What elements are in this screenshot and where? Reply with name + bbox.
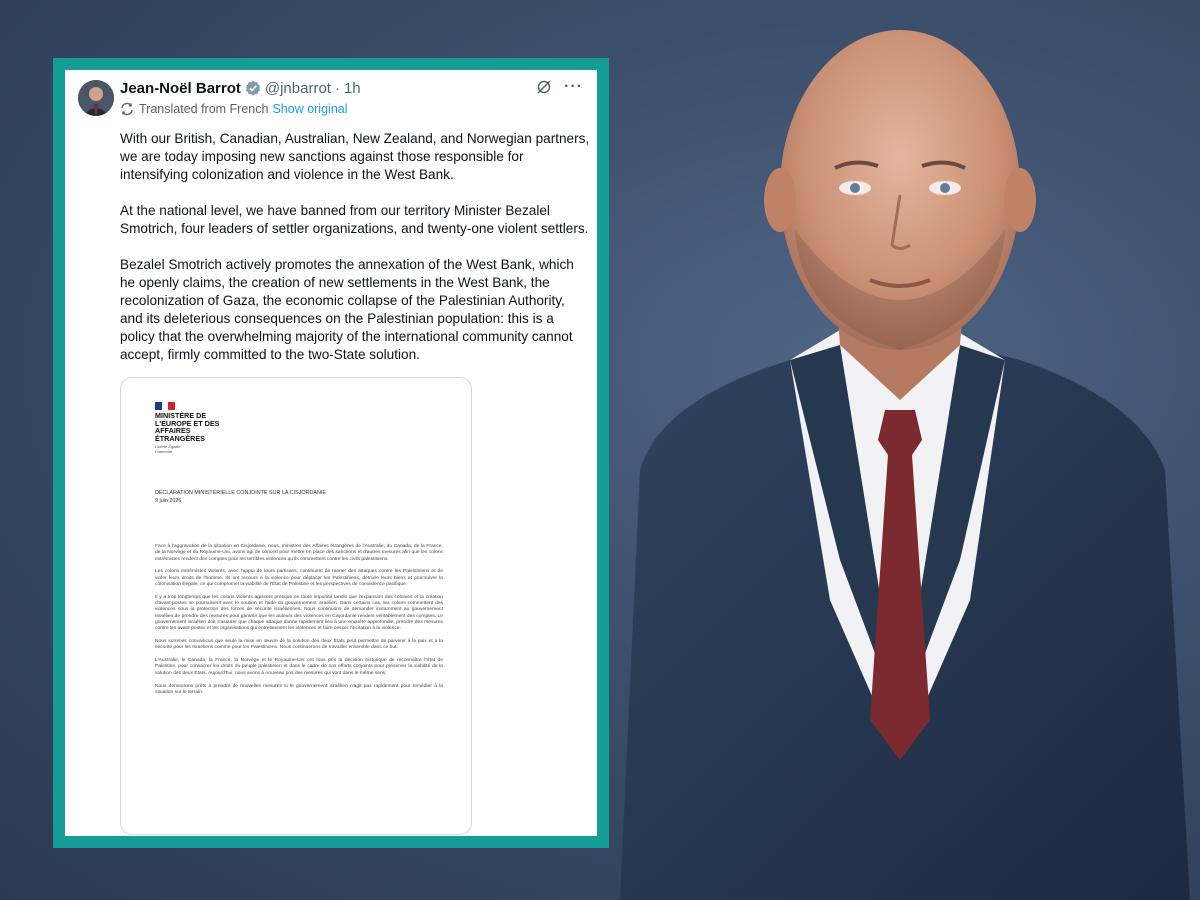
ministry-name: MINISTÈRE DE L'EUROPE ET DES AFFAIRES ÉTRANGÈRES — [155, 411, 220, 443]
document-paragraph: Nous sommes convaincus que seule la mise en œuvre de la solution des deux États peut permettre de parvenir à la paix et à la sécurité pour les Israéliens comme pour les Palestiniens. Nous continuerons de travailler ensemble dans ce but. — [155, 639, 443, 651]
document-date: 9 juin 2026 — [155, 498, 182, 504]
ministry-logo — [155, 402, 235, 455]
ministry-motto: Liberté Égalité Fraternité — [155, 444, 181, 454]
avatar[interactable] — [78, 80, 114, 116]
tweet-card — [65, 70, 597, 836]
tweet-header — [78, 78, 583, 122]
tweet-text — [120, 130, 590, 364]
author-name[interactable]: Jean-Noël Barrot — [120, 79, 241, 97]
attached-document-image[interactable] — [120, 377, 472, 835]
translated-label: Translated from French — [139, 102, 269, 116]
more-icon[interactable]: ··· — [564, 78, 583, 95]
verified-badge-icon — [245, 80, 261, 96]
tweet-time[interactable]: 1h — [343, 79, 361, 97]
document-title: DÉCLARATION MINISTÉRIELLE CONJOINTE SUR LA CISJORDANIE — [155, 490, 326, 496]
french-flag-icon — [155, 402, 175, 410]
document-paragraph: Face à l'aggravation de la situation en Cisjordanie, nous, ministres des Affaires étrangères de l'Australie, du Canada, de la France, de la Norvège et du Royaume-Uni, avons agi de concert pour mettre en place des sanctions et d'autres mesures afin que les colons extrémistes rendent des comptes pour les terribles violences qu'ils commettent contre les civils palestiniens. — [155, 544, 443, 562]
show-original-link[interactable]: Show original — [272, 102, 348, 116]
grok-icon[interactable] — [536, 79, 552, 95]
document-paragraph: Il y a trop longtemps que les colons violents agissent presque en toute impunité tandis que l'expansion des colonies et la création d'avant-postes se poursuivent avec le soutien et l'aide du gouvernement israélien. Dans certains cas, les colons commettent des violences sous la protection des forces de sécurité israéliennes. Nous continuons de demander instamment au gouvernement israélien de prendre des mesures pour garantir que les auteurs des violences en Cisjordanie rendent véritablement des comptes. Le gouvernement israélien doit s'assurer que chaque attaque donne rapidement lieu à une enquête approfondie, prendre des mesures contre les avant-postes et les organisations qui entretiennent les violences et faire cesser l'incitation à la violence. — [155, 594, 443, 632]
author-handle[interactable]: @jnbarrot — [264, 79, 331, 97]
portrait-photo — [600, 0, 1200, 900]
document-paragraph: Les colons extrémistes violents, avec l'appui de leurs partisans, continuent de mener des attaques contre les Palestiniens et de violer leurs droits de l'homme. Ils ont recours à la violence pour déplacer les Palestiniens, détruire leurs biens et poursuivre la colonisation illégale, ce qui compromet la viabilité de l'État de Palestine et les perspectives de coexistence pacifique. — [155, 569, 443, 587]
separator-dot: · — [334, 79, 340, 97]
translate-icon — [120, 102, 134, 116]
document-paragraph: L'Australie, le Canada, la France, la Norvège et le Royaume-Uni ont tous pris la décision historique de reconnaître l'État de Palestine, pour consacrer les droits du peuple palestinien et dans le cadre de nos efforts conjoints pour préserver la viabilité de la solution des deux États. Aujourd'hui, nous avons à nouveau pris des mesures qui vont dans le même sens. — [155, 658, 443, 676]
tweet-paragraph: At the national level, we have banned from our territory Minister Bezalel Smotrich, four leaders of settler organizations, and twenty-one violent settlers. — [120, 203, 589, 236]
tweet-paragraph: With our British, Canadian, Australian, New Zealand, and Norwegian partners, we are today imposing new sanctions against those responsible for intensifying colonization and violence in the West Bank. — [120, 131, 590, 182]
document-paragraph: Nous demeurons prêts à prendre de nouvelles mesures si le gouvernement israélien n'agit pas rapidement pour remédier à la situation sur le terrain. — [155, 683, 443, 695]
tweet-frame — [53, 58, 609, 848]
document-body — [155, 544, 443, 703]
tweet-paragraph: Bezalel Smotrich actively promotes the annexation of the West Bank, which he openly claims, the creation of new settlements in the West Bank, the recolonization of Gaza, the economic collapse of the Palestinian Authority, and its deleterious consequences on the Palestinian population: this is a policy that the overwhelming majority of the international community cannot accept, firmly committed to the two-State solution. — [120, 257, 574, 362]
